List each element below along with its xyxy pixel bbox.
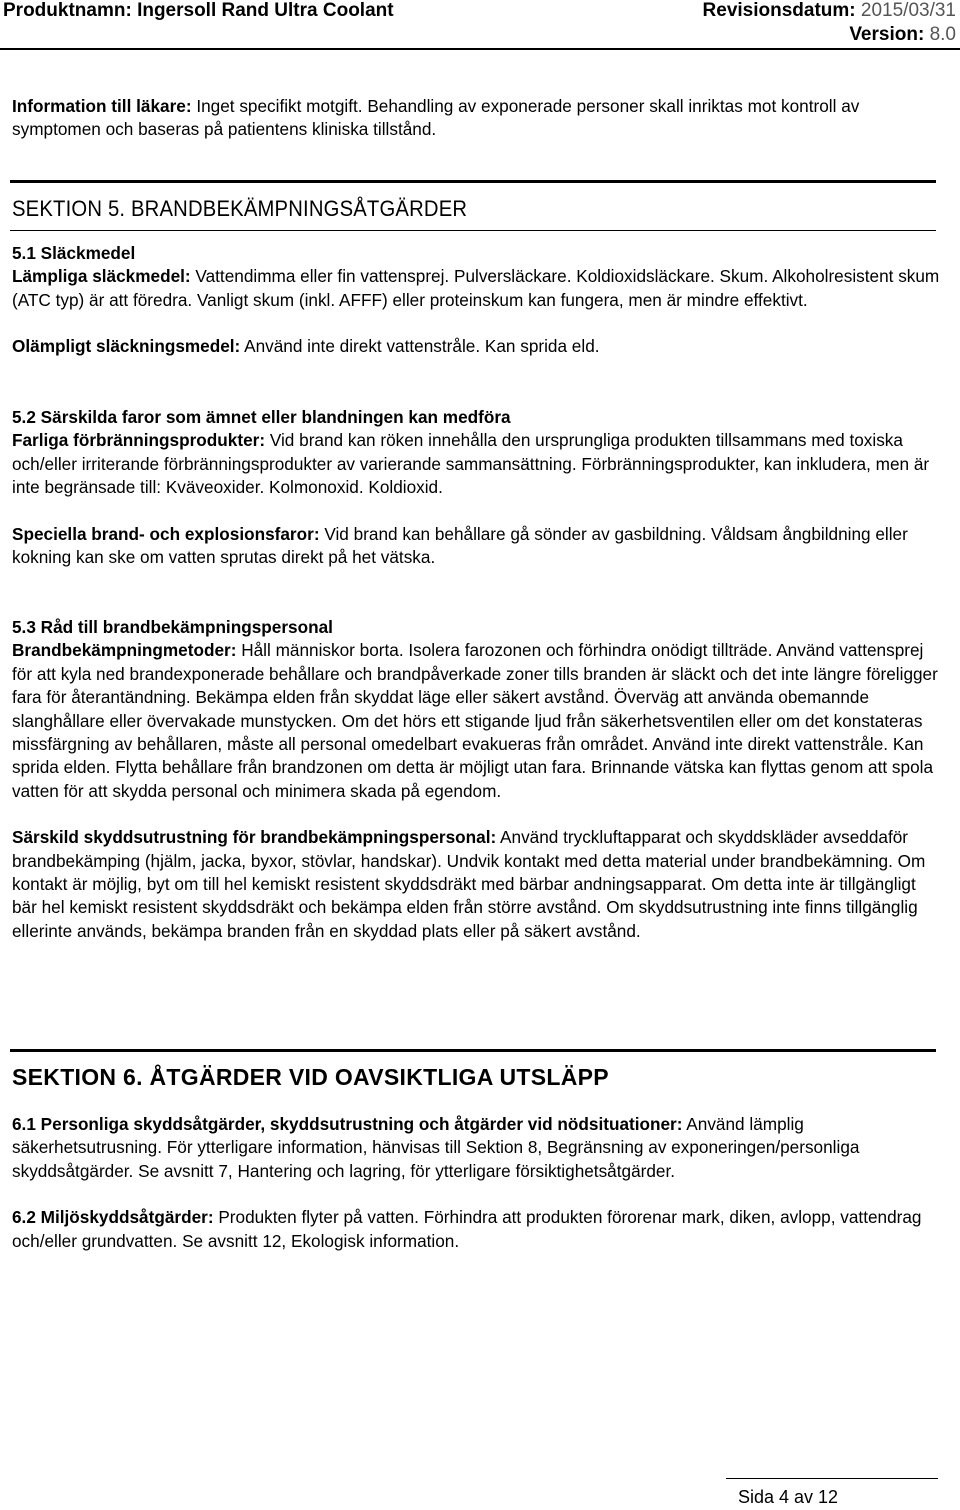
combustion-products-text: Vid brand kan röken innehålla den ursprungliga produkten tillsammans med toxiska och/eller irriterande förbränningsprodukter av varierande sammansättning. Förbränningsprodukter, kan inkludera, men är inte begränsade till: Kväveoxider. Kolmonoxid. Koldioxid. <box>12 430 930 498</box>
revision-date-line <box>703 0 956 22</box>
section5-underline <box>10 230 936 231</box>
product-name: Ingersoll Rand Ultra Coolant <box>137 0 394 21</box>
environmental-precautions-label: 6.2 Miljöskyddsåtgärder: <box>12 1207 214 1228</box>
section-5-1-heading: 5.1 Släckmedel <box>12 243 136 263</box>
page-number: Sida 4 av 12 <box>738 1487 839 1507</box>
page-header <box>0 0 958 48</box>
firefighting-methods-text: Håll människor borta. Isolera farozonen och förhindra onödigt tillträde. Använd vattensprej för att kyla ned brandexponerade behållare och brandpåverkade zoner tills branden är släckt och det inte längre föreligger fara för återantändning. Bekämpa elden från skyddat läge eller säkert avstånd. Överväg att använda obemannde slanghållare eller övervakade munstycken. Om det hörs ett stigande ljud från säkerhetsventilen eller om det konstateras missfärgning av behållaren, måste all personal omedelbart evakueras från området. Använd inte direkt vattenstråle. Kan sprida elden. Flytta behållare från brandzonen om detta är möjligt utan fara. Brinnande vätska kan flyttas genom att spola vatten för att skydda personal och minimera skada på egendom. <box>12 640 938 801</box>
combustion-products-label: Farliga förbränningsprodukter: <box>12 430 266 451</box>
product-label: Produktnamn: <box>3 0 132 21</box>
physician-info-text: Inget specifikt motgift. Behandling av exponerade personer skall inriktas mot kontroll av symptomen och baseras på patientens kliniska tillstånd. <box>12 96 860 140</box>
section5-divider <box>10 180 936 183</box>
version-line <box>849 24 956 46</box>
version-value: 8.0 <box>929 24 956 45</box>
environmental-precautions-text: Produkten flyter på vatten. Förhindra att produkten förorenar mark, diken, avlopp, vattendrag och/eller grundvatten. Se avsnitt 12, Ekologisk information. <box>12 1207 922 1251</box>
footer-divider <box>726 1478 938 1479</box>
section5-title: SEKTION 5. BRANDBEKÄMPNINGSÅTGÄRDER <box>12 196 468 221</box>
protective-equipment-label: Särskild skyddsutrustning för brandbekämpningspersonal: <box>12 827 497 848</box>
personal-precautions-label: 6.1 Personliga skyddsåtgärder, skyddsutrustning och åtgärder vid nödsituationer: <box>12 1114 683 1134</box>
version-label: Version: <box>849 24 925 45</box>
suitable-media-text: Vattendimma eller fin vattensprej. Pulversläckare. Koldioxidsläckare. Skum. Alkoholresistent skum (ATC typ) är att föredra. Vanligt skum (inkl. AFFF) eller proteinskum kan fungera, men är mindre effektivt. <box>12 266 940 310</box>
section-6-1 <box>12 1113 940 1253</box>
header-divider <box>0 48 960 50</box>
revision-label: Revisionsdatum: <box>702 0 856 21</box>
personal-precautions-text: Använd lämplig säkerhetsutrusning. För ytterligare information, hänvisas till Sektion 8, Begränsning av exponeringen/personliga skyddsåtgärder. Se avsnitt 7, Hantering och lagring, för ytterligare försiktighetsåtgärder. <box>12 1114 860 1181</box>
section6-title: SEKTION 6. ÅTGÄRDER VID OAVSIKTLIGA UTSLÄPP <box>12 1064 609 1090</box>
physician-info-label: Information till läkare: <box>12 96 192 116</box>
firefighting-methods-label: Brandbekämpningmetoder: <box>12 640 237 661</box>
suitable-media-label: Lämpliga släckmedel: <box>12 266 191 287</box>
section-5-2-heading: 5.2 Särskilda faror som ämnet eller blandningen kan medföra <box>12 407 511 427</box>
protective-equipment-text: Använd tryckluftapparat och skyddskläder avseddaför brandbekämping (hjälm, jacka, byxor, stövlar, handskar). Undvik kontakt med detta material under brandbekämning. Om kontakt är möjlig, byt om till hel kemiskt resistent skyddsdräkt med bärbar andningsapparat. Om detta inte är tillgängligt bär hel kemiskt resistent skyddsdräkt och bekämpa elden från större avstånd. Om skyddsutrustning inte finns tillgänglig ellerinte används, bekämpa branden från en skyddad plats eller på säkert avstånd. <box>12 827 926 941</box>
unsuitable-media-text: Använd inte direkt vattenstråle. Kan sprida eld. <box>240 336 600 357</box>
physician-info <box>12 95 940 142</box>
section-5-3 <box>12 616 940 943</box>
explosion-hazards-text: Vid brand kan behållare gå sönder av gasbildning. Våldsam ångbildning eller kokning kan ske om vatten sprutas direkt på het vätska. <box>12 523 908 568</box>
section6-divider <box>10 1049 936 1052</box>
product-name-line <box>3 0 394 22</box>
section-5-2 <box>12 406 940 569</box>
section-5-1 <box>12 242 940 359</box>
revision-date: 2015/03/31 <box>860 0 956 21</box>
explosion-hazards-label: Speciella brand- och explosionsfaror: <box>12 523 320 544</box>
section-5-3-heading: 5.3 Råd till brandbekämpningspersonal <box>12 617 333 637</box>
unsuitable-media-label: Olämpligt släckningsmedel: <box>12 336 241 357</box>
